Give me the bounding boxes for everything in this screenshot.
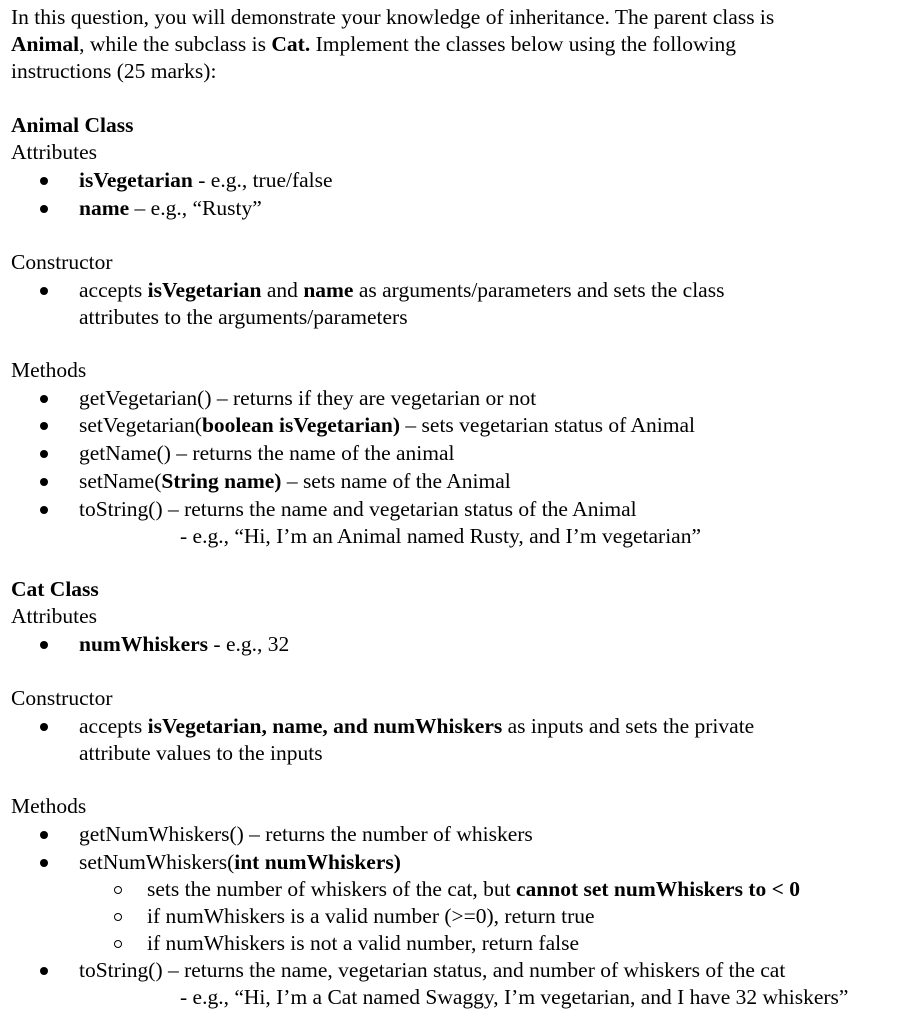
animal-constructor-label: Constructor <box>11 250 113 274</box>
sub-bullet-icon <box>114 913 122 921</box>
intro-text: , while the subclass is <box>79 32 272 56</box>
param-name: isVegetarian, name, and numWhiskers <box>147 714 503 738</box>
cat-sub-item: if numWhiskers is a valid number (>=0), return true <box>147 904 595 928</box>
animal-attribute-item <box>79 167 333 194</box>
param-name: isVegetarian <box>147 278 262 302</box>
intro-text: In this question, you will demonstrate your knowledge of inheritance. The parent class is <box>11 5 775 29</box>
bullet-icon <box>40 641 48 649</box>
cat-tostring-example: - e.g., “Hi, I’m a Cat named Swaggy, I’m vegetarian, and I have 32 whiskers” <box>180 985 849 1009</box>
subclass-name: Cat. <box>271 32 311 56</box>
animal-methods-label: Methods <box>11 358 87 382</box>
text: as inputs and sets the private <box>502 714 755 738</box>
animal-class-heading: Animal Class <box>11 113 134 137</box>
animal-tostring-example: - e.g., “Hi, I’m an Animal named Rusty, and I’m vegetarian” <box>180 524 702 548</box>
intro-text: instructions (25 marks): <box>11 59 217 83</box>
bullet-icon <box>40 177 48 185</box>
sub-bullet-icon <box>114 886 122 894</box>
constraint: cannot set numWhiskers to < 0 <box>516 877 801 901</box>
param-name: int numWhiskers) <box>234 850 401 874</box>
cat-constructor-label: Constructor <box>11 686 113 710</box>
cat-constructor-continuation: attribute values to the inputs <box>79 741 323 765</box>
sub-bullet-icon <box>114 940 122 948</box>
animal-method-item: getName() – returns the name of the animal <box>79 441 455 465</box>
animal-method-item <box>79 468 511 495</box>
bullet-icon <box>40 859 48 867</box>
cat-sub-item: if numWhiskers is not a valid number, return false <box>147 931 580 955</box>
bullet-icon <box>40 395 48 403</box>
text: setNumWhiskers( <box>79 850 235 874</box>
animal-method-item: toString() – returns the name and vegetarian status of the Animal <box>79 497 637 521</box>
cat-attributes-label: Attributes <box>11 604 97 628</box>
bullet-icon <box>40 287 48 295</box>
text: accepts <box>79 714 148 738</box>
bullet-icon <box>40 422 48 430</box>
animal-constructor-continuation: attributes to the arguments/parameters <box>79 305 408 329</box>
bullet-icon <box>40 723 48 731</box>
animal-method-item <box>79 412 695 439</box>
animal-constructor-item <box>79 277 724 304</box>
text: as arguments/parameters and sets the class <box>353 278 725 302</box>
attribute-name: name <box>79 196 130 220</box>
attribute-description: – e.g., “Rusty” <box>129 196 262 220</box>
attribute-name: isVegetarian <box>79 168 193 192</box>
cat-class-heading: Cat Class <box>11 577 99 601</box>
text: accepts <box>79 278 148 302</box>
text: – sets name of the Animal <box>281 469 511 493</box>
bullet-icon <box>40 450 48 458</box>
bullet-icon <box>40 506 48 514</box>
text: setVegetarian( <box>79 413 202 437</box>
attribute-name: numWhiskers <box>79 632 209 656</box>
cat-method-item: getNumWhiskers() – returns the number of whiskers <box>79 822 533 846</box>
attribute-description: - e.g., 32 <box>208 632 290 656</box>
cat-constructor-item <box>79 713 754 740</box>
intro-line-3 <box>11 58 216 85</box>
bullet-icon <box>40 967 48 975</box>
intro-line-2 <box>11 31 736 58</box>
animal-attribute-item <box>79 195 262 222</box>
cat-method-item: toString() – returns the name, vegetarian status, and number of whiskers of the cat <box>79 958 786 982</box>
bullet-icon <box>40 831 48 839</box>
cat-method-item <box>79 849 401 876</box>
attribute-description: - e.g., true/false <box>192 168 333 192</box>
text: setName( <box>79 469 162 493</box>
cat-methods-label: Methods <box>11 794 87 818</box>
text: and <box>261 278 304 302</box>
bullet-icon <box>40 205 48 213</box>
param-name: String name) <box>161 469 282 493</box>
intro-line-1 <box>11 4 774 31</box>
text: sets the number of whiskers of the cat, but <box>147 877 516 901</box>
cat-attribute-item <box>79 631 289 658</box>
text: – sets vegetarian status of Animal <box>400 413 696 437</box>
animal-attributes-label: Attributes <box>11 140 97 164</box>
cat-sub-item <box>147 876 800 903</box>
param-name: name <box>303 278 354 302</box>
param-name: boolean isVegetarian) <box>201 413 401 437</box>
animal-method-item: getVegetarian() – returns if they are vegetarian or not <box>79 386 537 410</box>
bullet-icon <box>40 478 48 486</box>
parent-class-name: Animal <box>11 32 80 56</box>
intro-text: Implement the classes below using the following <box>310 32 736 56</box>
